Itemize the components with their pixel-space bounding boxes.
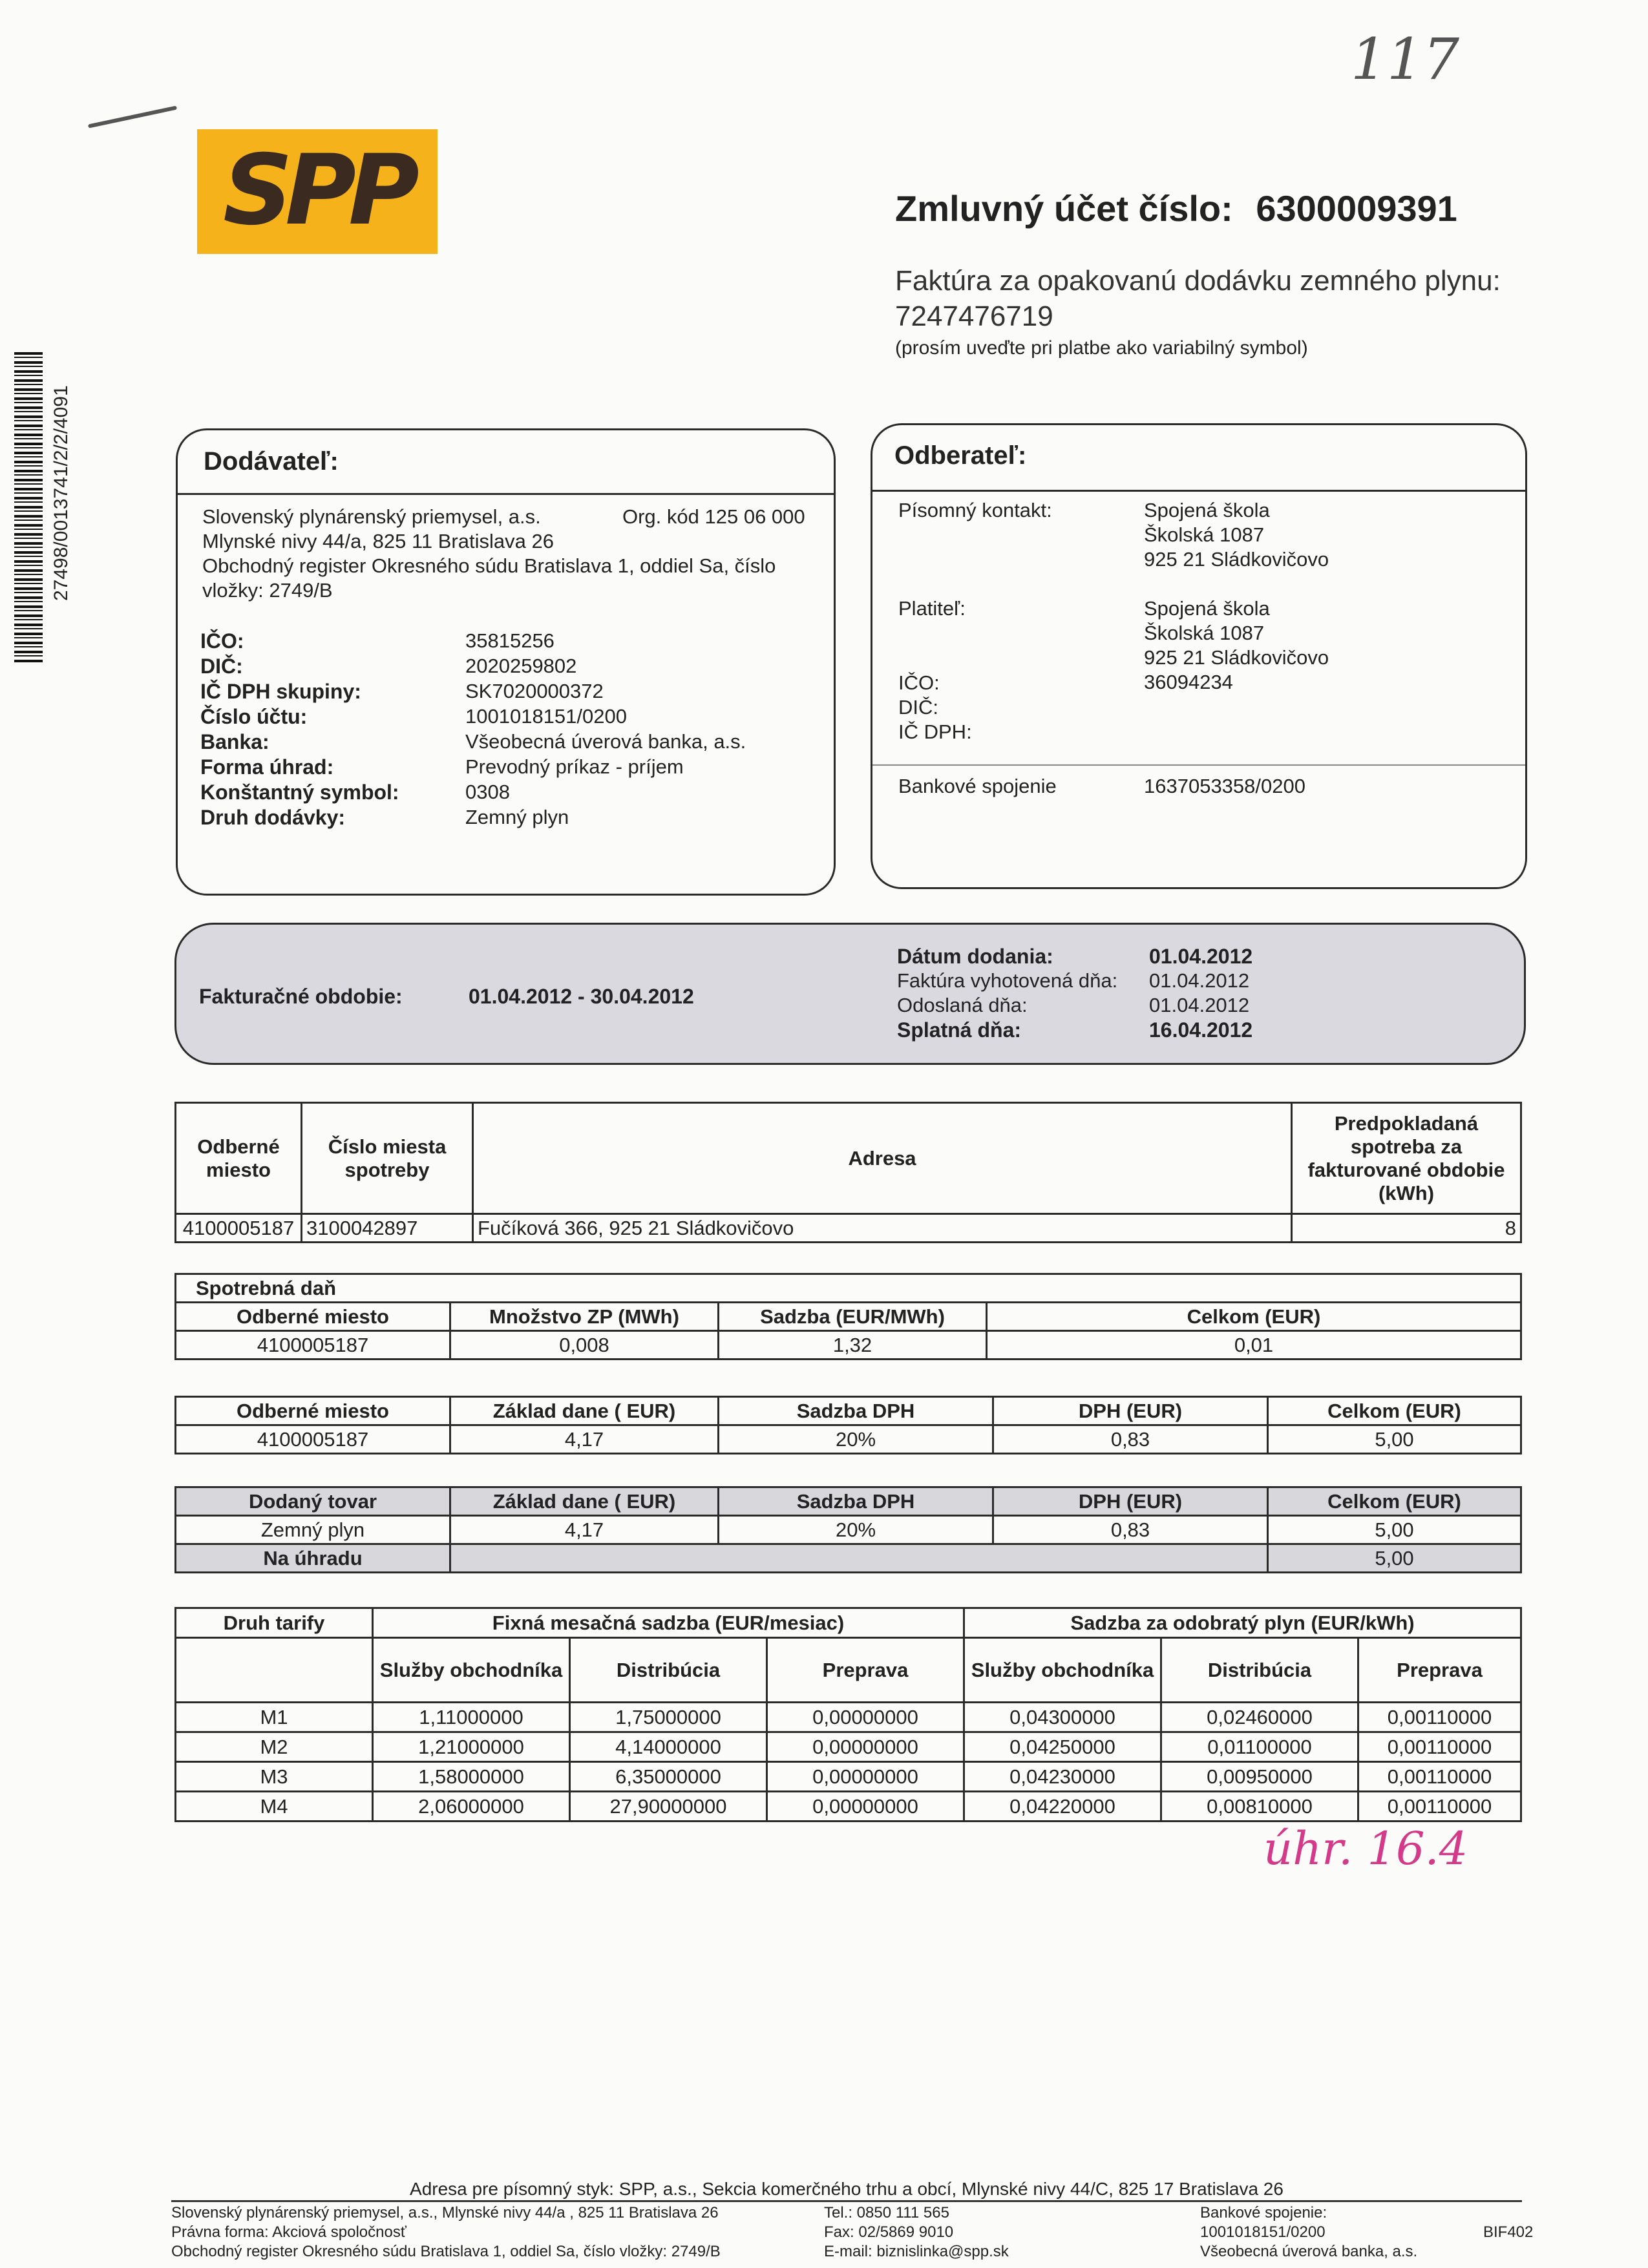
cell: 0,00000000 [767,1703,964,1732]
col-header: Distribúcia [1161,1638,1358,1703]
date-value: 16.04.2012 [1149,1018,1253,1042]
cell: M3 [176,1762,373,1792]
total-label: Na úhradu [176,1544,450,1573]
cell: 0,04300000 [964,1703,1161,1732]
date-row [897,969,1250,993]
cell: 0,00110000 [1358,1732,1521,1762]
supplier-fields [200,629,821,830]
footer-line: Fax: 02/5869 9010 [824,2223,954,2241]
col-header: Základ dane ( EUR) [450,1487,719,1516]
barcode-code: 27498/0013741/2/2/4091 [50,385,72,601]
total-spacer [450,1544,1268,1573]
footer-bank [1200,2203,1417,2262]
cell: Fučíková 366, 925 21 Sládkovičovo [473,1214,1292,1243]
col-header: Odberné miesto [176,1397,450,1425]
ico-label: IČO: [898,671,940,694]
date-row [897,993,1250,1018]
supplier-name: Slovenský plynárenský priemysel, a.s. [202,505,541,528]
bank-label: Bankové spojenie [898,775,1057,797]
period-box [174,923,1526,1065]
supplier-register-cont: vložky: 2749/B [202,579,333,602]
date-label: Odoslaná dňa: [897,994,1028,1016]
customer-id-labels [898,671,972,744]
supplier-org-code: Org. kód 125 06 000 [622,505,805,528]
account-title [895,187,1457,229]
col-header: Sadzba (EUR/MWh) [719,1303,987,1331]
excise-table [174,1273,1522,1360]
col-header: Celkom (EUR) [1268,1397,1521,1425]
field-label: Číslo účtu: [200,705,308,728]
col-header: Základ dane ( EUR) [450,1397,719,1425]
cell: M4 [176,1792,373,1822]
footer-address: Adresa pre písomný styk: SPP, a.s., Sekcia komerčného trhu a obcí, Mlynské nivy 44/C, 825 17 Bratislava 26 [410,2179,1284,2199]
date-value: 01.04.2012 [1149,945,1253,968]
cell: 4,14000000 [570,1732,767,1762]
table-row [176,1703,1521,1732]
excise-title: Spotrebná daň [176,1274,1521,1303]
field-value: Zemný plyn [465,806,569,828]
supplier-field-row [200,755,821,780]
customer-divider [872,490,1525,492]
supplier-field-row [200,629,821,654]
cell: 5,00 [1268,1516,1521,1544]
contact-line: Spojená škola [1144,499,1270,521]
barcode [14,352,43,662]
scan-mark [88,106,177,129]
cell: M2 [176,1732,373,1762]
contact-label: Písomný kontakt: [898,499,1052,521]
date-row [897,1018,1253,1042]
field-label: DIČ: [200,655,243,678]
date-label: Faktúra vyhotovená dňa: [897,969,1118,992]
cell: 1,58000000 [373,1762,570,1792]
field-value: Všeobecná úverová banka, a.s. [465,730,746,753]
cell: 1,75000000 [570,1703,767,1732]
cell: 1,11000000 [373,1703,570,1732]
col-header: Odberné miesto [176,1303,450,1331]
footer-divider [171,2200,1522,2202]
supplier-field-row [200,654,821,679]
logo-text: SPP [223,134,412,247]
vat-table [174,1396,1522,1454]
col-header: Služby obchodníka [964,1638,1161,1703]
cell: 0,01 [987,1331,1521,1360]
col-header: Číslo miesta spotreby [302,1103,473,1214]
table-header-row [176,1487,1521,1516]
cell: 4100005187 [176,1425,450,1454]
col-header: Druh tarify [176,1608,373,1638]
col-header: Dodaný tovar [176,1487,450,1516]
supplier-field-row [200,730,821,755]
account-number: 6300009391 [1256,188,1457,229]
cell: 0,83 [993,1425,1268,1454]
table-header-row [176,1397,1521,1425]
cell: 0,83 [993,1516,1268,1544]
footer-line: Všeobecná úverová banka, a.s. [1200,2243,1418,2260]
contact-line: 925 21 Sládkovičovo [1144,548,1329,571]
cell: 5,00 [1268,1425,1521,1454]
field-value: 2020259802 [465,655,577,677]
cell: 3100042897 [302,1214,473,1243]
table-header-row [176,1608,1521,1638]
field-value: Prevodný príkaz - príjem [465,755,684,778]
date-row [897,944,1253,969]
cell: 4100005187 [176,1214,302,1243]
supplier-field-row [200,805,821,830]
footer-line: E-mail: biznislinka@spp.sk [824,2243,1009,2260]
date-label: Dátum dodania: [897,945,1053,968]
customer-heading: Odberateľ: [894,441,1027,470]
cell: 0,00110000 [1358,1703,1521,1732]
cell: 0,00000000 [767,1762,964,1792]
cell: 20% [719,1425,993,1454]
cell: 0,04230000 [964,1762,1161,1792]
supplier-field-row [200,679,821,704]
col-header [176,1638,373,1703]
table-row [176,1425,1521,1454]
table-row [176,1792,1521,1822]
cell: 20% [719,1516,993,1544]
cell: 0,00000000 [767,1732,964,1762]
supplier-field-row [200,780,821,805]
table-header-row [176,1303,1521,1331]
customer-box [871,423,1527,889]
field-value: 0308 [465,781,510,803]
total-row [176,1544,1521,1573]
cell: 0,04220000 [964,1792,1161,1822]
supplier-field-row [200,704,821,730]
col-header: Odberné miesto [176,1103,302,1214]
footer-company [171,2203,721,2262]
goods-table [174,1486,1522,1573]
col-header: Fixná mesačná sadzba (EUR/mesiac) [373,1608,964,1638]
cell: 0,01100000 [1161,1732,1358,1762]
total-value: 5,00 [1268,1544,1521,1573]
table-row [176,1732,1521,1762]
footer-line: Bankové spojenie: [1200,2204,1327,2221]
cell: 0,00110000 [1358,1792,1521,1822]
payer-line: Školská 1087 [1144,622,1265,644]
invoice-title: Faktúra za opakovanú dodávku zemného plynu: [895,265,1501,297]
date-value: 01.04.2012 [1149,994,1250,1016]
col-header: Služby obchodníka [373,1638,570,1703]
table-row [176,1762,1521,1792]
footer-form-code: BIF402 [1483,2223,1534,2241]
field-label: Druh dodávky: [200,806,346,829]
invoice-note: (prosím uveďte pri platbe ako variabilný symbol) [895,337,1308,359]
col-header: Adresa [473,1103,1292,1214]
col-header: Celkom (EUR) [1268,1487,1521,1516]
table-row [176,1516,1521,1544]
cell: 8 [1292,1214,1521,1243]
place-table [174,1102,1522,1243]
col-header: DPH (EUR) [993,1487,1268,1516]
account-label: Zmluvný účet číslo: [895,188,1233,229]
footer-line: Tel.: 0850 111 565 [824,2204,949,2221]
bank-account: 1637053358/0200 [1144,775,1305,797]
footer-line: Slovenský plynárenský priemysel, a.s., Mlynské nivy 44/a , 825 11 Bratislava 26 [171,2204,719,2221]
cell: M1 [176,1703,373,1732]
cell: 4,17 [450,1425,719,1454]
cell: Zemný plyn [176,1516,450,1544]
contact-line: Školská 1087 [1144,523,1265,546]
col-header: Preprava [1358,1638,1521,1703]
footer-line: Obchodný register Okresného súdu Bratislava 1, oddiel Sa, číslo vložky: 2749/B [171,2243,721,2260]
customer-ico: 36094234 [1144,671,1233,693]
field-label: Forma úhrad: [200,755,334,779]
spp-logo [197,129,438,254]
cell: 1,32 [719,1331,987,1360]
cell: 4100005187 [176,1331,450,1360]
date-label: Splatná dňa: [897,1018,1022,1042]
handwritten-number: 117 [1351,26,1459,92]
cell: 0,00000000 [767,1792,964,1822]
field-label: Konštantný symbol: [200,781,399,804]
supplier-heading: Dodávateľ: [204,447,339,476]
table-subheader-row [176,1638,1521,1703]
supplier-street: Mlynské nivy 44/a, 825 11 Bratislava 26 [202,530,554,552]
icdph-label: IČ DPH: [898,720,972,743]
col-header: Predpokladaná spotreba za fakturované obdobie (kWh) [1292,1103,1521,1214]
supplier-address [202,505,823,603]
field-label: IČO: [200,629,244,653]
cell: 0,02460000 [1161,1703,1358,1732]
field-value: 35815256 [465,629,555,652]
handwritten-paid-note: úhr. 16.4 [1263,1822,1468,1875]
cell: 6,35000000 [570,1762,767,1792]
col-header: Sadzba za odobratý plyn (EUR/kWh) [964,1608,1521,1638]
footer-line: 1001018151/0200 [1200,2223,1326,2241]
period-value: 01.04.2012 - 30.04.2012 [469,985,694,1008]
col-header: Množstvo ZP (MWh) [450,1303,719,1331]
date-value: 01.04.2012 [1149,969,1250,992]
cell: 0,008 [450,1331,719,1360]
cell: 0,00110000 [1358,1762,1521,1792]
payer-label: Platiteľ: [898,597,966,620]
col-header: Celkom (EUR) [987,1303,1521,1331]
payer-block [1144,596,1329,695]
col-header: Preprava [767,1638,964,1703]
supplier-box [176,428,836,896]
payer-line: 925 21 Sládkovičovo [1144,646,1329,669]
contact-block [1144,498,1329,572]
footer-line: Právna forma: Akciová spoločnosť [171,2223,407,2241]
cell: 27,90000000 [570,1792,767,1822]
dic-label: DIČ: [898,696,938,719]
tariff-table [174,1607,1522,1822]
field-value: SK7020000372 [465,680,604,702]
table-header-row [176,1103,1521,1214]
cell: 0,00810000 [1161,1792,1358,1822]
invoice-number: 7247476719 [895,300,1053,332]
footer-contact [824,2203,1009,2262]
table-row [176,1214,1521,1243]
cell: 2,06000000 [373,1792,570,1822]
cell: 1,21000000 [373,1732,570,1762]
supplier-divider [178,493,834,495]
field-value: 1001018151/0200 [465,705,627,728]
col-header: Sadzba DPH [719,1397,993,1425]
field-label: IČ DPH skupiny: [200,680,361,703]
col-header: Sadzba DPH [719,1487,993,1516]
cell: 0,00950000 [1161,1762,1358,1792]
customer-bank-divider [872,764,1525,766]
period-dates [897,944,1253,1042]
supplier-register: Obchodný register Okresného súdu Bratislava 1, oddiel Sa, číslo [202,554,776,577]
field-label: Banka: [200,730,269,753]
cell: 0,04250000 [964,1732,1161,1762]
payer-line: Spojená škola [1144,597,1270,620]
col-header: Distribúcia [570,1638,767,1703]
col-header: DPH (EUR) [993,1397,1268,1425]
table-row [176,1331,1521,1360]
period-label: Fakturačné obdobie: [199,985,403,1008]
cell: 4,17 [450,1516,719,1544]
